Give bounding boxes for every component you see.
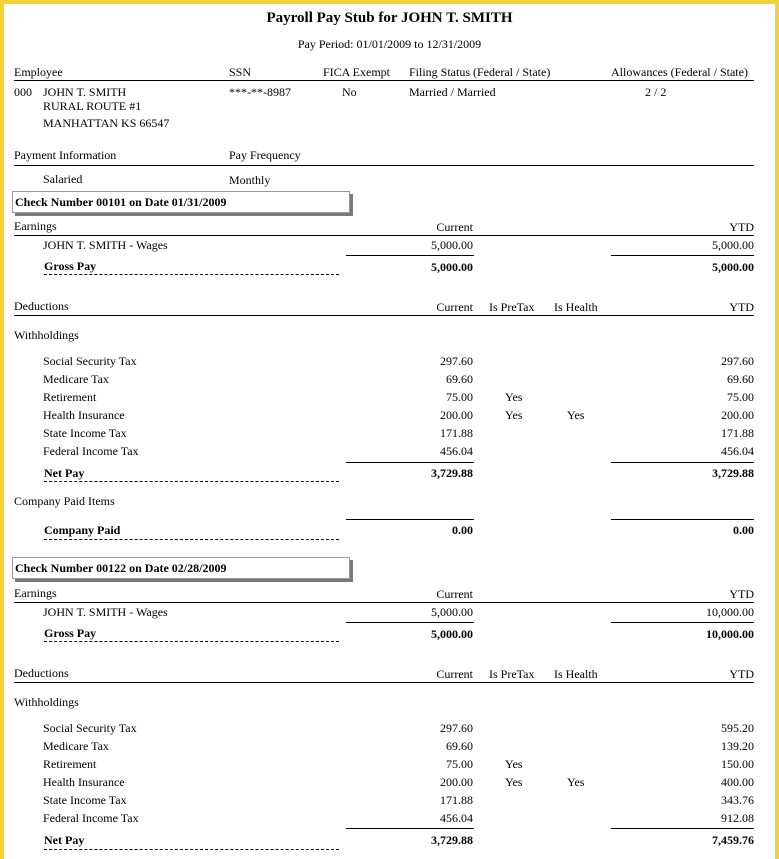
current-header: Current bbox=[436, 587, 473, 601]
employee-id: 000 bbox=[14, 85, 32, 99]
deduction-current: 297.60 bbox=[440, 721, 473, 735]
allowances-header: Allowances (Federal / State) bbox=[611, 65, 748, 79]
deduction-name: Social Security Tax bbox=[43, 721, 137, 735]
deduction-ytd: 912.08 bbox=[721, 811, 754, 825]
employee-allowances: 2 / 2 bbox=[645, 85, 667, 99]
deduction-current: 456.04 bbox=[440, 811, 473, 825]
is-health-header: Is Health bbox=[554, 300, 598, 314]
wage-current: 5,000.00 bbox=[431, 605, 473, 619]
deduction-name: Social Security Tax bbox=[43, 354, 137, 368]
subtotal-line bbox=[346, 622, 474, 623]
check-title: Check Number 00101 on Date 01/31/2009 bbox=[15, 195, 227, 209]
deduction-current: 171.88 bbox=[440, 426, 473, 440]
employee-ssn: ***-**-8987 bbox=[229, 85, 291, 99]
company-paid-label: Company Paid bbox=[44, 523, 121, 537]
deduction-current: 200.00 bbox=[440, 775, 473, 789]
deduction-health: Yes bbox=[567, 775, 585, 789]
wage-ytd: 5,000.00 bbox=[712, 238, 754, 252]
deductions-header: Deductions bbox=[14, 666, 69, 680]
deduction-pretax: Yes bbox=[505, 408, 523, 422]
deduction-name: Health Insurance bbox=[43, 408, 125, 422]
deduction-ytd: 69.60 bbox=[727, 372, 754, 386]
gross-pay-label: Gross Pay bbox=[44, 259, 97, 273]
deduction-current: 171.88 bbox=[440, 793, 473, 807]
gross-pay-ytd: 5,000.00 bbox=[712, 260, 754, 274]
earnings-header: Earnings bbox=[14, 219, 57, 233]
deduction-name: Medicare Tax bbox=[43, 372, 109, 386]
deduction-health: Yes bbox=[567, 408, 585, 422]
dashed-underline bbox=[44, 539, 339, 540]
net-pay-label: Net Pay bbox=[44, 833, 85, 847]
net-pay-ytd: 7,459.76 bbox=[712, 833, 754, 847]
deduction-ytd: 150.00 bbox=[721, 757, 754, 771]
deduction-current: 200.00 bbox=[440, 408, 473, 422]
ytd-header: YTD bbox=[729, 300, 754, 314]
dashed-underline bbox=[44, 641, 339, 642]
check-header bbox=[12, 557, 350, 579]
company-paid-items-header: Company Paid Items bbox=[14, 494, 115, 508]
deduction-name: Medicare Tax bbox=[43, 739, 109, 753]
deduction-current: 69.60 bbox=[446, 739, 473, 753]
deduction-ytd: 595.20 bbox=[721, 721, 754, 735]
pay-frequency-header: Pay Frequency bbox=[229, 148, 301, 162]
wage-current: 5,000.00 bbox=[431, 238, 473, 252]
deduction-ytd: 139.20 bbox=[721, 739, 754, 753]
employee-name: JOHN T. SMITH bbox=[43, 85, 127, 99]
divider bbox=[14, 165, 754, 166]
pay-frequency: Monthly bbox=[229, 173, 271, 187]
deduction-pretax: Yes bbox=[505, 757, 523, 771]
withholdings-header: Withholdings bbox=[14, 695, 79, 709]
divider bbox=[14, 602, 754, 603]
check-header bbox=[12, 191, 350, 213]
deduction-pretax: Yes bbox=[505, 390, 523, 404]
ssn-header: SSN bbox=[229, 65, 252, 79]
ytd-header: YTD bbox=[729, 667, 754, 681]
deduction-current: 75.00 bbox=[446, 390, 473, 404]
dashed-underline bbox=[44, 849, 339, 850]
divider bbox=[14, 315, 754, 316]
subtotal-line bbox=[346, 828, 474, 829]
deduction-ytd: 75.00 bbox=[727, 390, 754, 404]
subtotal-line bbox=[346, 255, 474, 256]
company-paid-current: 0.00 bbox=[452, 523, 473, 537]
current-header: Current bbox=[436, 220, 473, 234]
deduction-name: State Income Tax bbox=[43, 426, 127, 440]
is-pretax-header: Is PreTax bbox=[489, 300, 535, 314]
ytd-header: YTD bbox=[729, 587, 754, 601]
current-header: Current bbox=[436, 300, 473, 314]
deduction-current: 75.00 bbox=[446, 757, 473, 771]
gross-pay-label: Gross Pay bbox=[44, 626, 97, 640]
subtotal-line bbox=[611, 255, 754, 256]
net-pay-ytd: 3,729.88 bbox=[712, 466, 754, 480]
deduction-ytd: 200.00 bbox=[721, 408, 754, 422]
fica-header: FICA Exempt bbox=[323, 65, 391, 79]
withholdings-header: Withholdings bbox=[14, 328, 79, 342]
subtotal-line bbox=[346, 462, 474, 463]
employee-filing: Married / Married bbox=[409, 85, 496, 99]
subtotal-line bbox=[346, 519, 474, 520]
deduction-current: 297.60 bbox=[440, 354, 473, 368]
divider bbox=[14, 235, 754, 236]
employee-address-2: MANHATTAN KS 66547 bbox=[43, 116, 170, 130]
net-pay-current: 3,729.88 bbox=[431, 466, 473, 480]
deduction-name: Retirement bbox=[43, 757, 97, 771]
gross-pay-current: 5,000.00 bbox=[431, 627, 473, 641]
company-paid-ytd: 0.00 bbox=[733, 523, 754, 537]
subtotal-line bbox=[611, 828, 754, 829]
wage-ytd: 10,000.00 bbox=[706, 605, 754, 619]
divider bbox=[14, 682, 754, 683]
pay-stub-page bbox=[4, 4, 775, 859]
deduction-ytd: 456.04 bbox=[721, 444, 754, 458]
ytd-header: YTD bbox=[729, 220, 754, 234]
deduction-name: Federal Income Tax bbox=[43, 811, 139, 825]
deduction-ytd: 171.88 bbox=[721, 426, 754, 440]
pay-period: Pay Period: 01/01/2009 to 12/31/2009 bbox=[297, 37, 482, 51]
filing-header: Filing Status (Federal / State) bbox=[409, 65, 551, 79]
net-pay-label: Net Pay bbox=[44, 466, 85, 480]
deductions-header: Deductions bbox=[14, 299, 69, 313]
wage-line: JOHN T. SMITH - Wages bbox=[43, 605, 168, 619]
payment-info-header: Payment Information bbox=[14, 148, 117, 162]
deduction-name: Health Insurance bbox=[43, 775, 125, 789]
page-title: Payroll Pay Stub for JOHN T. SMITH bbox=[266, 10, 513, 26]
employee-address-1: RURAL ROUTE #1 bbox=[43, 99, 142, 113]
deduction-pretax: Yes bbox=[505, 775, 523, 789]
deduction-ytd: 343.76 bbox=[721, 793, 754, 807]
current-header: Current bbox=[436, 667, 473, 681]
gross-pay-ytd: 10,000.00 bbox=[706, 627, 754, 641]
earnings-header: Earnings bbox=[14, 586, 57, 600]
payment-type: Salaried bbox=[43, 172, 83, 186]
is-health-header: Is Health bbox=[554, 667, 598, 681]
deduction-name: State Income Tax bbox=[43, 793, 127, 807]
subtotal-line bbox=[611, 622, 754, 623]
employee-header: Employee bbox=[14, 65, 63, 79]
deduction-name: Federal Income Tax bbox=[43, 444, 139, 458]
dashed-underline bbox=[44, 481, 339, 482]
net-pay-current: 3,729.88 bbox=[431, 833, 473, 847]
deduction-ytd: 400.00 bbox=[721, 775, 754, 789]
deduction-current: 69.60 bbox=[446, 372, 473, 386]
deduction-name: Retirement bbox=[43, 390, 97, 404]
is-pretax-header: Is PreTax bbox=[489, 667, 535, 681]
divider bbox=[14, 80, 754, 81]
dashed-underline bbox=[44, 274, 339, 275]
wage-line: JOHN T. SMITH - Wages bbox=[43, 238, 168, 252]
gross-pay-current: 5,000.00 bbox=[431, 260, 473, 274]
subtotal-line bbox=[611, 519, 754, 520]
deduction-ytd: 297.60 bbox=[721, 354, 754, 368]
employee-fica: No bbox=[342, 85, 357, 99]
subtotal-line bbox=[611, 462, 754, 463]
check-title: Check Number 00122 on Date 02/28/2009 bbox=[15, 561, 227, 575]
deduction-current: 456.04 bbox=[440, 444, 473, 458]
